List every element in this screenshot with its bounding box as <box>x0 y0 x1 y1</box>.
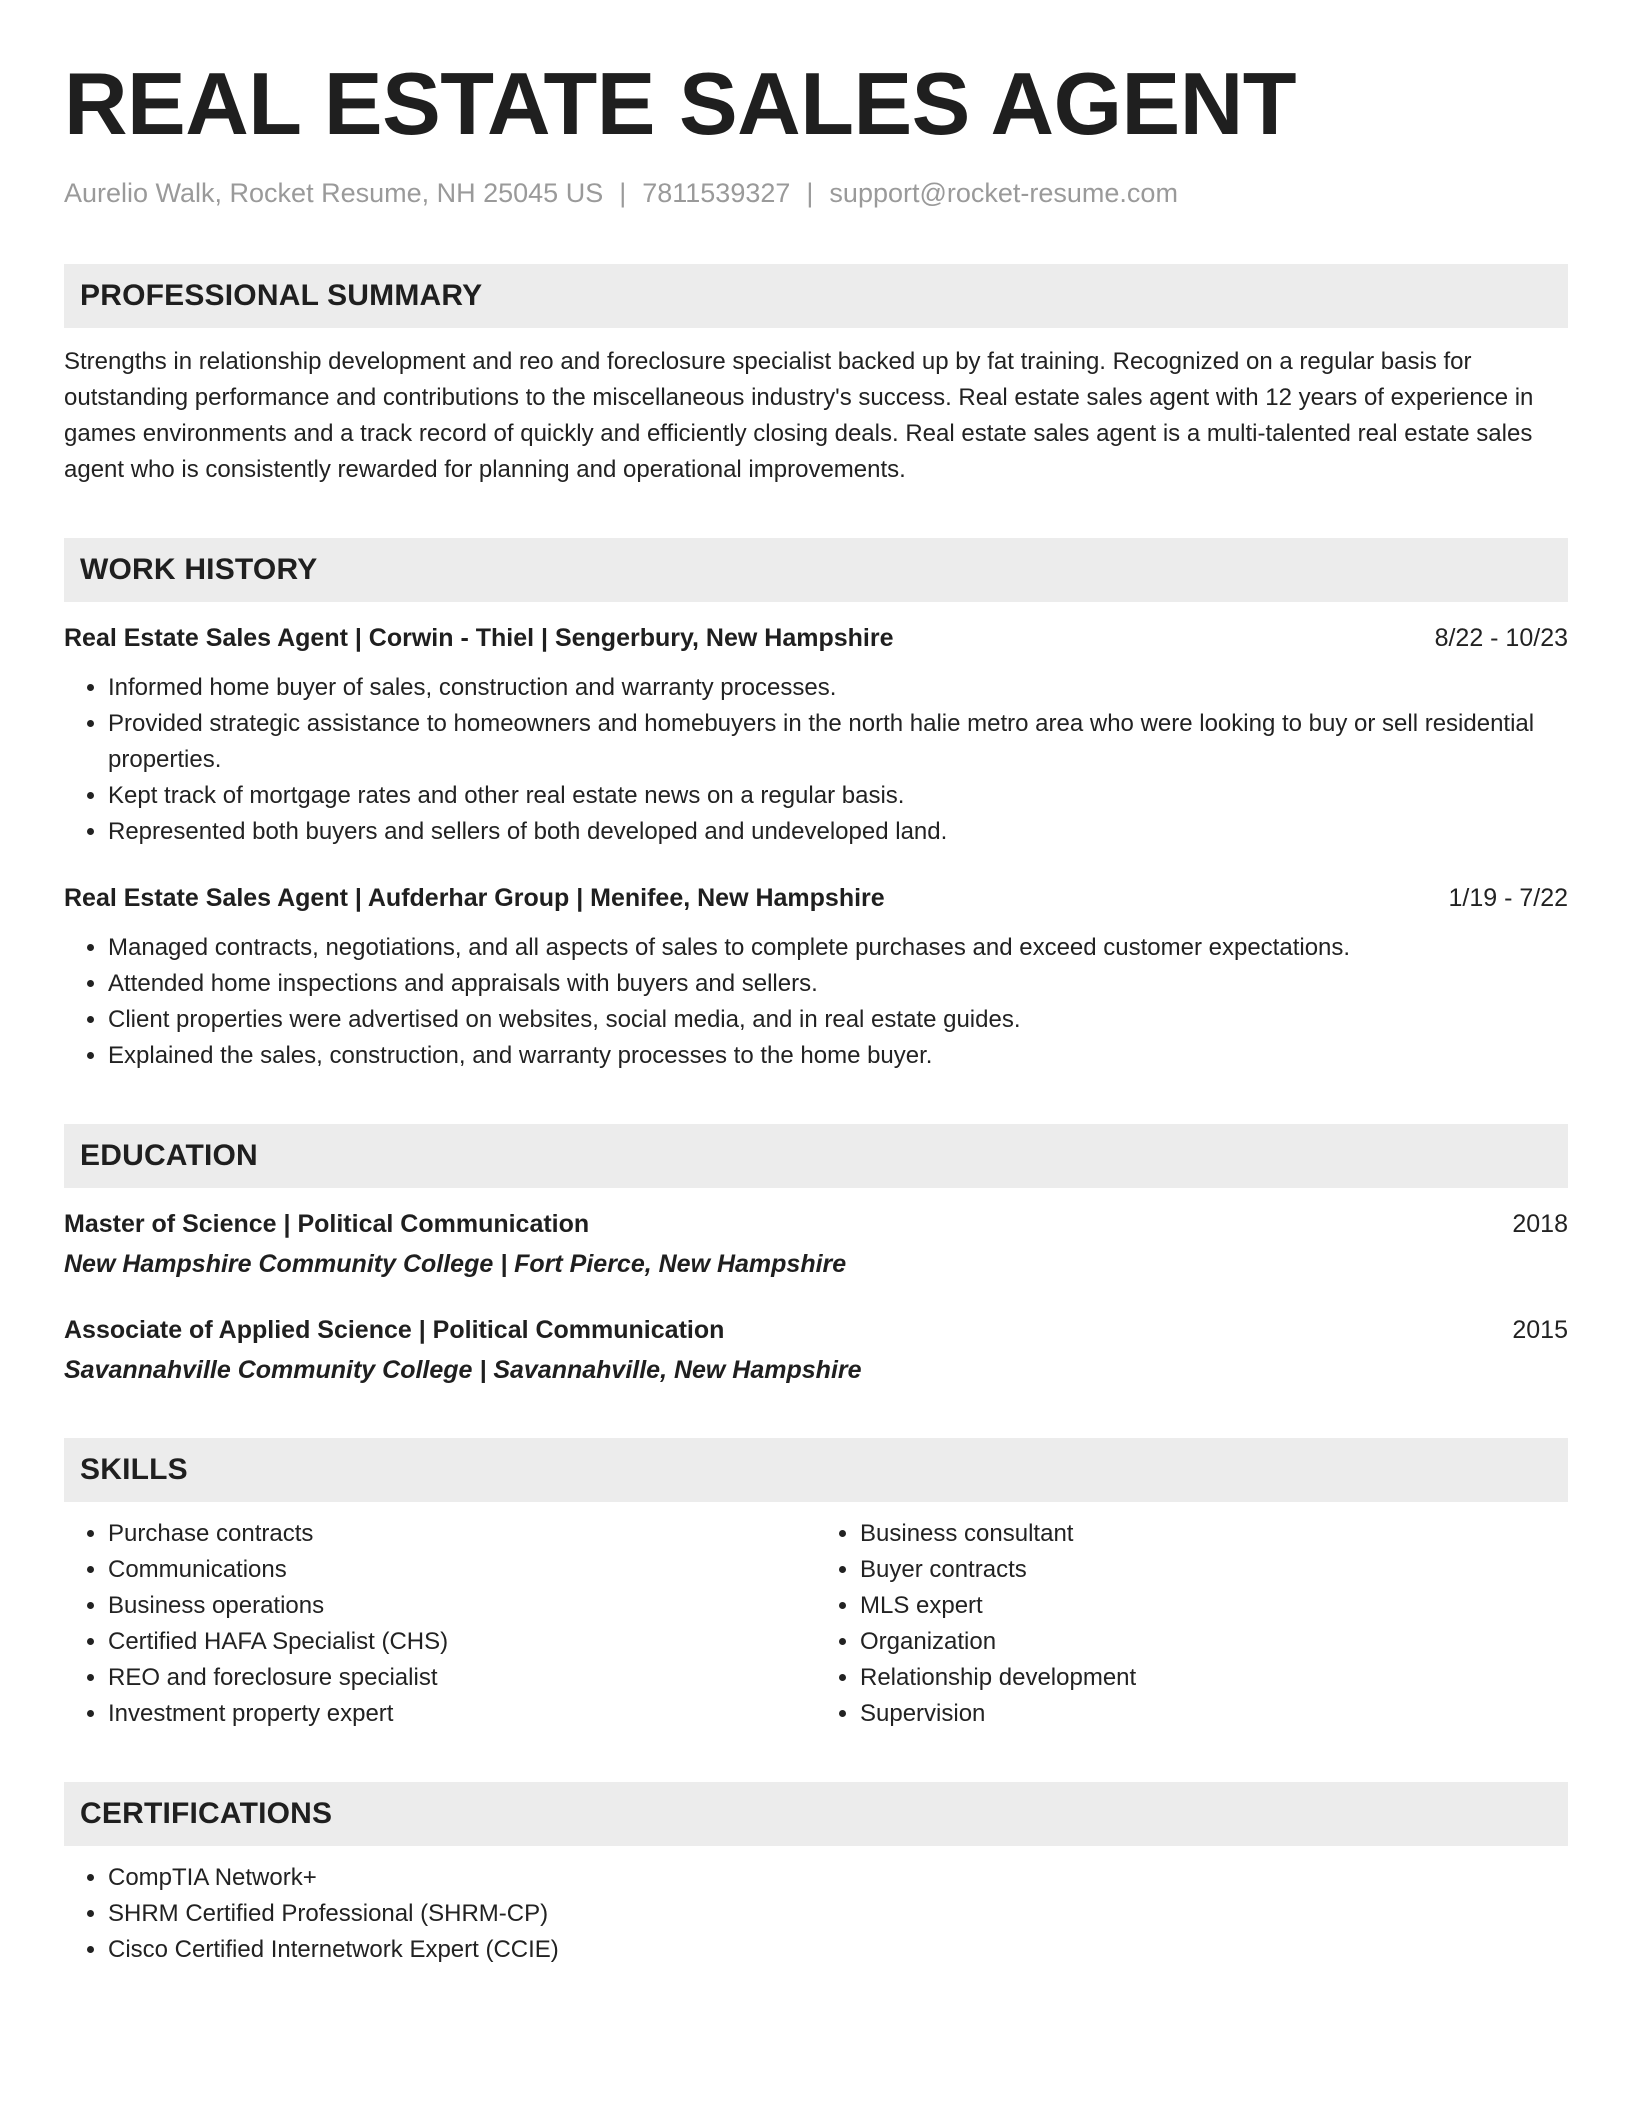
skill-item: • Business operations <box>108 1588 816 1624</box>
education-header <box>64 1206 1568 1242</box>
work-history-section <box>64 538 1568 1074</box>
job-header <box>64 880 1568 916</box>
education-school: Savannahville Community College | Savannahville, New Hampshire <box>64 1356 862 1384</box>
job-bullet: • Attended home inspections and appraisals with buyers and sellers. <box>108 966 1568 1002</box>
certifications-section <box>64 1782 1568 1968</box>
skills-section <box>64 1438 1568 1732</box>
education-header <box>64 1312 1568 1348</box>
skill-item: • Organization <box>860 1624 1568 1660</box>
education-year: 2015 <box>1512 1316 1568 1344</box>
summary-section <box>64 264 1568 488</box>
skill-item: • REO and foreclosure specialist <box>108 1660 816 1696</box>
certification-item: • CompTIA Network+ <box>108 1860 1568 1896</box>
job-bullet: • Managed contracts, negotiations, and all aspects of sales to complete purchases and exceed customer expectations. <box>108 930 1568 966</box>
skill-item: • Communications <box>108 1552 816 1588</box>
job-entry <box>64 880 1568 1074</box>
job-bullet: • Represented both buyers and sellers of both developed and undeveloped land. <box>108 814 1568 850</box>
job-bullet: • Explained the sales, construction, and warranty processes to the home buyer. <box>108 1038 1568 1074</box>
summary-text: Strengths in relationship development and reo and foreclosure specialist backed up by fat training. Recognized on a regular basis for outstanding performance and contributions to the miscellaneous industry's success. Real estate sales agent with 12 years of experience in games environments and a track record of quickly and efficiently closing deals. Real estate sales agent is a multi-talented real estate sales agent who is consistently rewarded for planning and operational improvements. <box>64 348 1534 483</box>
skills-column-left <box>64 1516 816 1732</box>
contact-phone: 7811539327 <box>642 178 791 208</box>
skill-item: • Business consultant <box>860 1516 1568 1552</box>
skill-item: • Investment property expert <box>108 1696 816 1732</box>
education-school: New Hampshire Community College | Fort Pierce, New Hampshire <box>64 1250 847 1278</box>
contact-separator: | <box>619 178 627 208</box>
job-bullet: • Provided strategic assistance to homeowners and homebuyers in the north halie metro area who were looking to buy or sell residential properties. <box>108 706 1568 778</box>
education-section <box>64 1124 1568 1388</box>
work-history-heading: WORK HISTORY <box>64 538 1568 602</box>
job-header <box>64 620 1568 656</box>
skill-item: • Supervision <box>860 1696 1568 1732</box>
skill-item: • Relationship development <box>860 1660 1568 1696</box>
education-degree: Master of Science | Political Communication <box>64 1210 590 1238</box>
job-bullets <box>64 670 1568 850</box>
skills-column-right <box>816 1516 1568 1732</box>
job-bullet: • Informed home buyer of sales, construction and warranty processes. <box>108 670 1568 706</box>
job-bullet: • Client properties were advertised on websites, social media, and in real estate guides. <box>108 1002 1568 1038</box>
resume-title: REAL ESTATE SALES AGENT <box>64 54 1297 153</box>
contact-address: Aurelio Walk, Rocket Resume, NH 25045 US <box>64 178 604 208</box>
education-entry <box>64 1206 1568 1282</box>
job-heading: Real Estate Sales Agent | Aufderhar Group | Menifee, New Hampshire <box>64 884 885 912</box>
education-entry <box>64 1312 1568 1388</box>
certification-item: • Cisco Certified Internetwork Expert (CCIE) <box>108 1932 1568 1968</box>
skills-heading: SKILLS <box>64 1438 1568 1502</box>
contact-separator: | <box>806 178 814 208</box>
education-heading: EDUCATION <box>64 1124 1568 1188</box>
contact-email: support@rocket-resume.com <box>829 178 1178 208</box>
certification-item: • SHRM Certified Professional (SHRM-CP) <box>108 1896 1568 1932</box>
job-dates: 8/22 - 10/23 <box>1434 624 1568 652</box>
job-heading: Real Estate Sales Agent | Corwin - Thiel | Sengerbury, New Hampshire <box>64 624 894 652</box>
job-bullets <box>64 930 1568 1074</box>
job-dates: 1/19 - 7/22 <box>1448 884 1568 912</box>
education-year: 2018 <box>1512 1210 1568 1238</box>
job-bullet: • Kept track of mortgage rates and other real estate news on a regular basis. <box>108 778 1568 814</box>
education-degree: Associate of Applied Science | Political Communication <box>64 1316 725 1344</box>
job-entry <box>64 620 1568 850</box>
skill-item: • Certified HAFA Specialist (CHS) <box>108 1624 816 1660</box>
certifications-heading: CERTIFICATIONS <box>64 1782 1568 1846</box>
skill-item: • Buyer contracts <box>860 1552 1568 1588</box>
contact-line <box>64 176 1568 210</box>
summary-heading: PROFESSIONAL SUMMARY <box>64 264 1568 328</box>
certifications-list <box>64 1860 1568 1968</box>
skills-grid <box>64 1516 1568 1732</box>
skill-item: • Purchase contracts <box>108 1516 816 1552</box>
skill-item: • MLS expert <box>860 1588 1568 1624</box>
